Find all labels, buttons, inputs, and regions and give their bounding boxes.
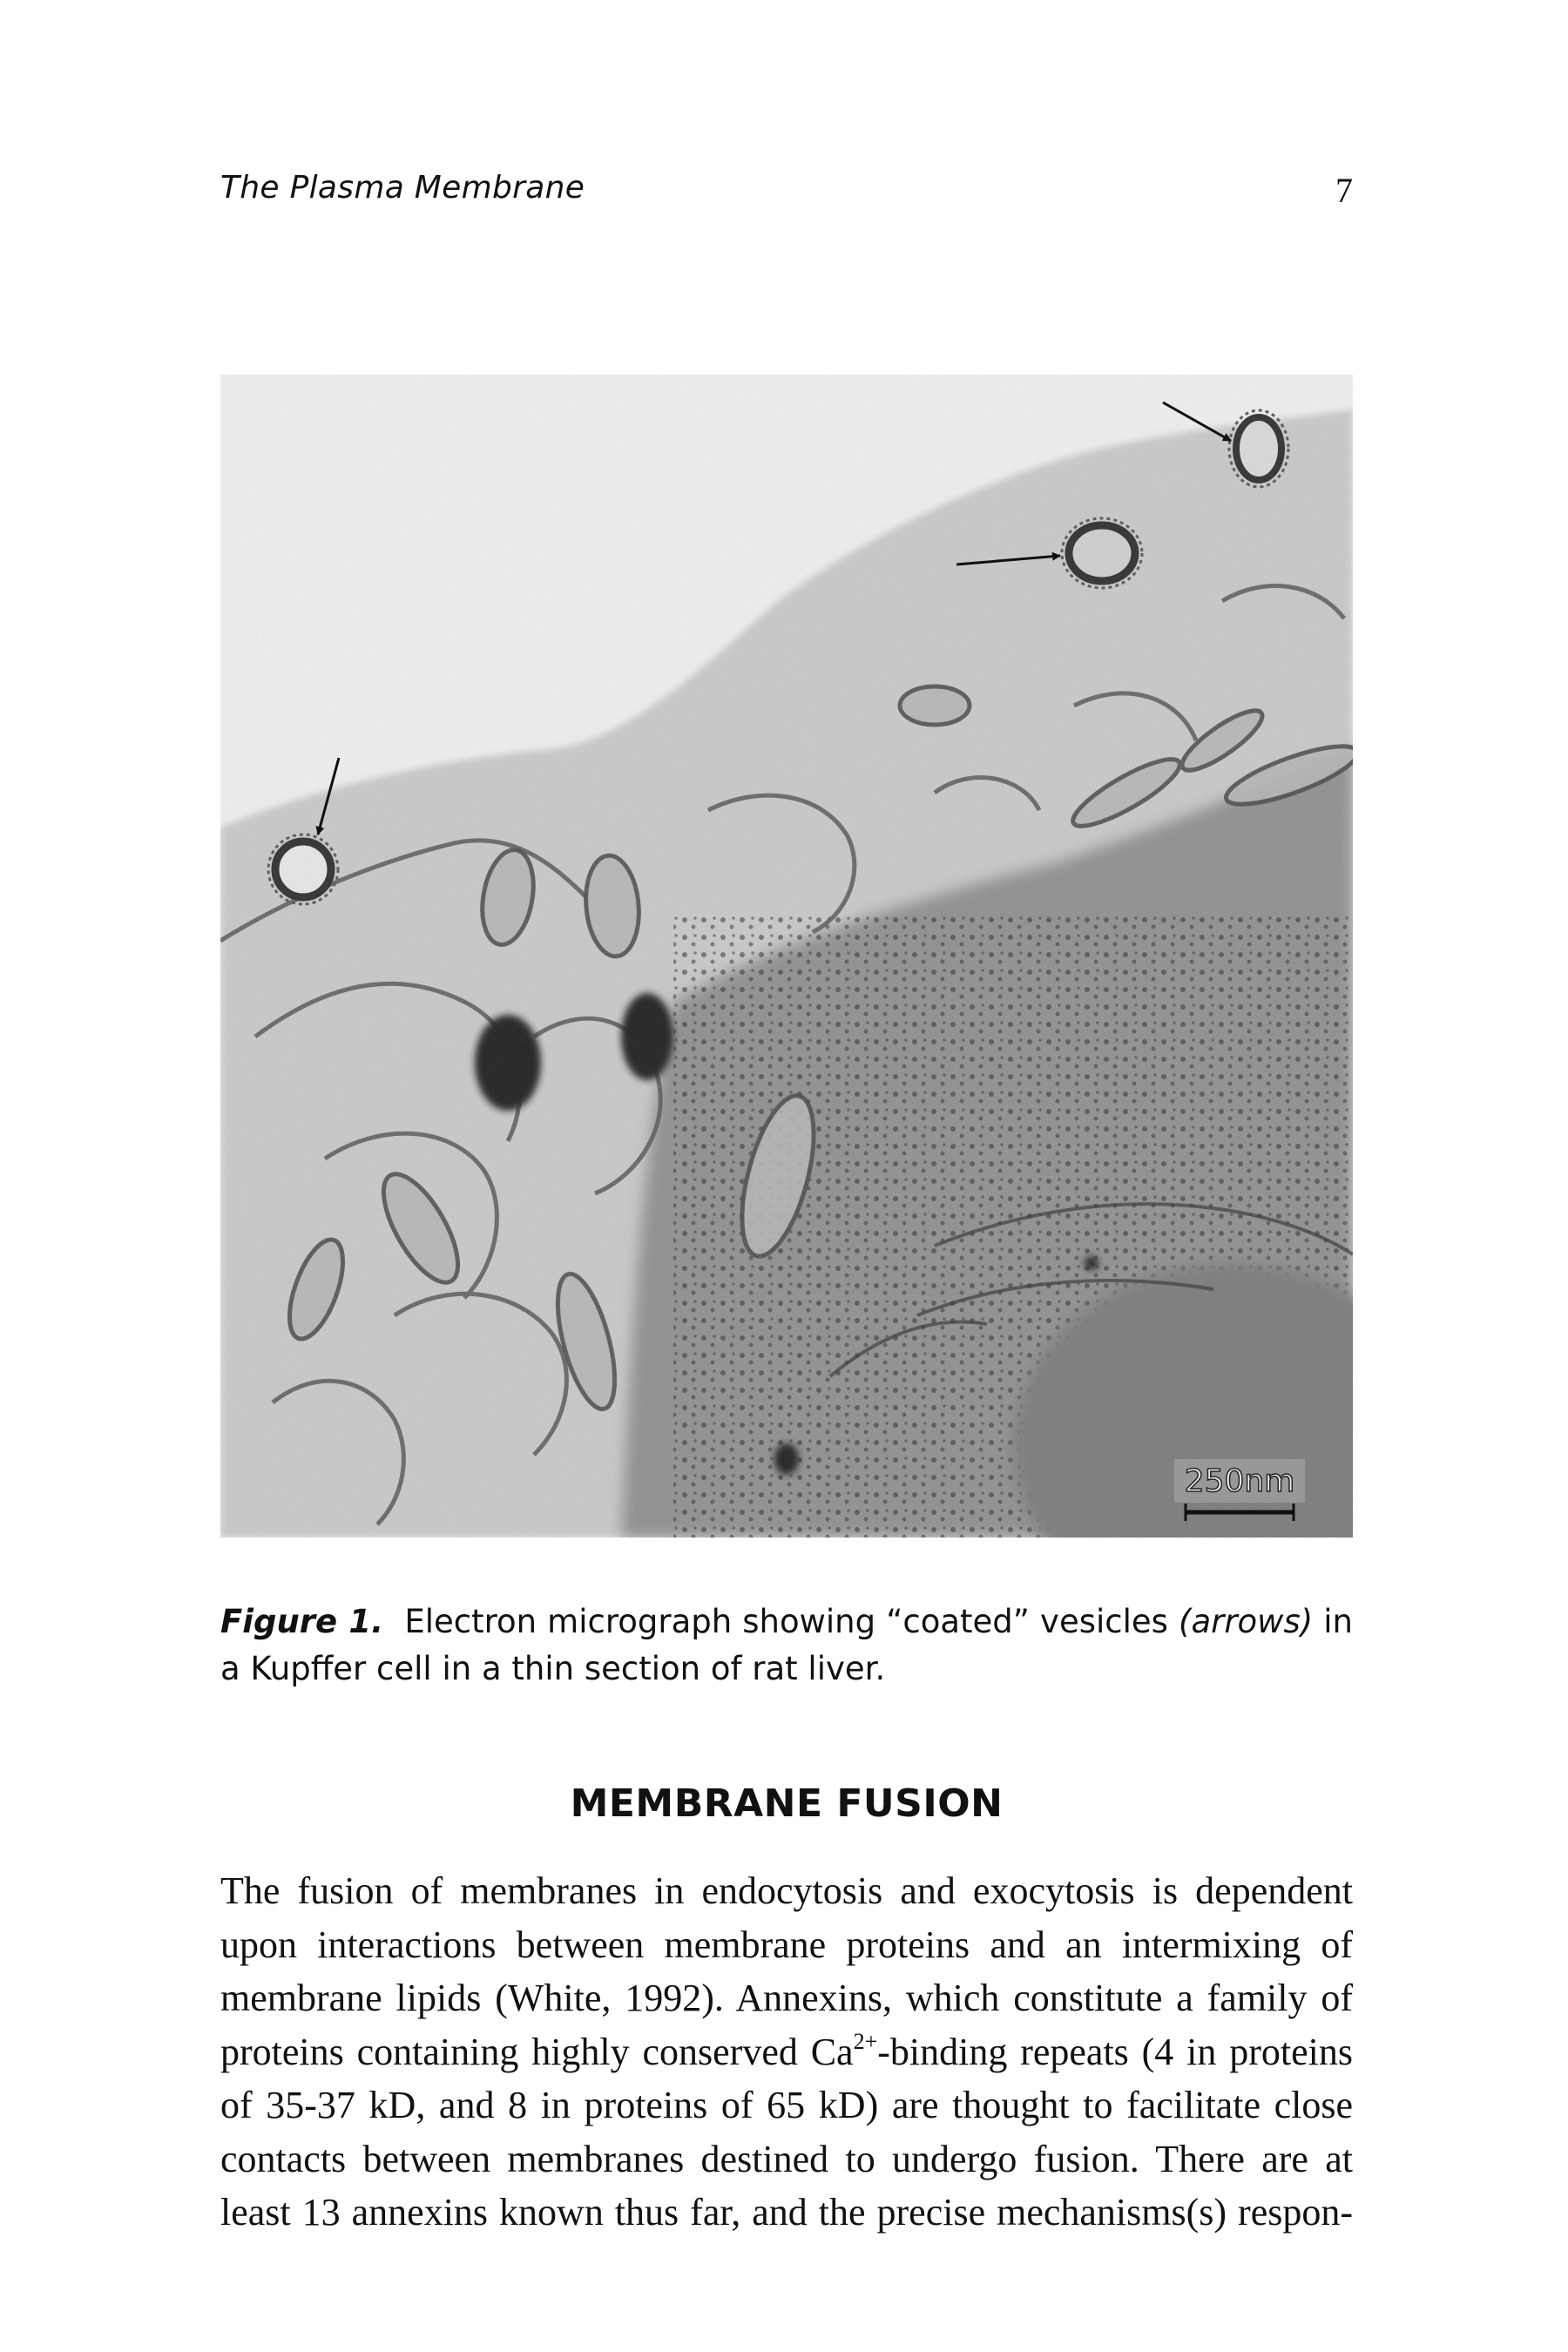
body-line: contacts between membranes destined to undergo fusion. There are at: [220, 2137, 1353, 2180]
body-line: of 35-37 kD, and 8 in proteins of 65 kD) are thought to facilitate close: [220, 2084, 1353, 2126]
body-line: membrane lipids (White, 1992). Annexins, which constitute a family of: [220, 1977, 1353, 2019]
running-title: The Plasma Membrane: [220, 170, 585, 206]
scale-bar-label: 250nm: [1184, 1463, 1295, 1499]
body-line-segment: -binding repeats (4 in proteins: [877, 2030, 1353, 2073]
scale-bar: [1174, 1459, 1305, 1521]
body-line-segment: proteins containing highly conserved Ca: [220, 2030, 854, 2073]
body-line: least 13 annexins known thus far, and the precise mechanisms(s) respon-: [220, 2191, 1353, 2234]
figure-caption-label: Figure 1.: [220, 1603, 384, 1640]
page-number: 7: [1335, 171, 1353, 210]
charge-superscript: 2+: [853, 2028, 878, 2054]
figure-caption-text: Electron micrograph showing “coated” vesicles: [404, 1603, 1168, 1640]
body-line: [220, 2025, 1353, 2079]
figure-caption-emphasis: (arrows): [1179, 1603, 1314, 1640]
figure-caption-text-end: in a Kupffer cell in a thin section of rat liver.: [220, 1603, 1353, 1687]
running-header: [220, 170, 1353, 222]
electron-micrograph: [220, 375, 1353, 1538]
micrograph-image: [220, 375, 1353, 1538]
section-heading: MEMBRANE FUSION: [570, 1781, 1004, 1826]
body-paragraph: [220, 1864, 1353, 2240]
body-line: The fusion of membranes in endocytosis and exocytosis is dependent: [220, 1869, 1353, 1912]
body-line: upon interactions between membrane proteins and an intermixing of: [220, 1923, 1353, 1966]
figure-caption: [220, 1598, 1353, 1693]
